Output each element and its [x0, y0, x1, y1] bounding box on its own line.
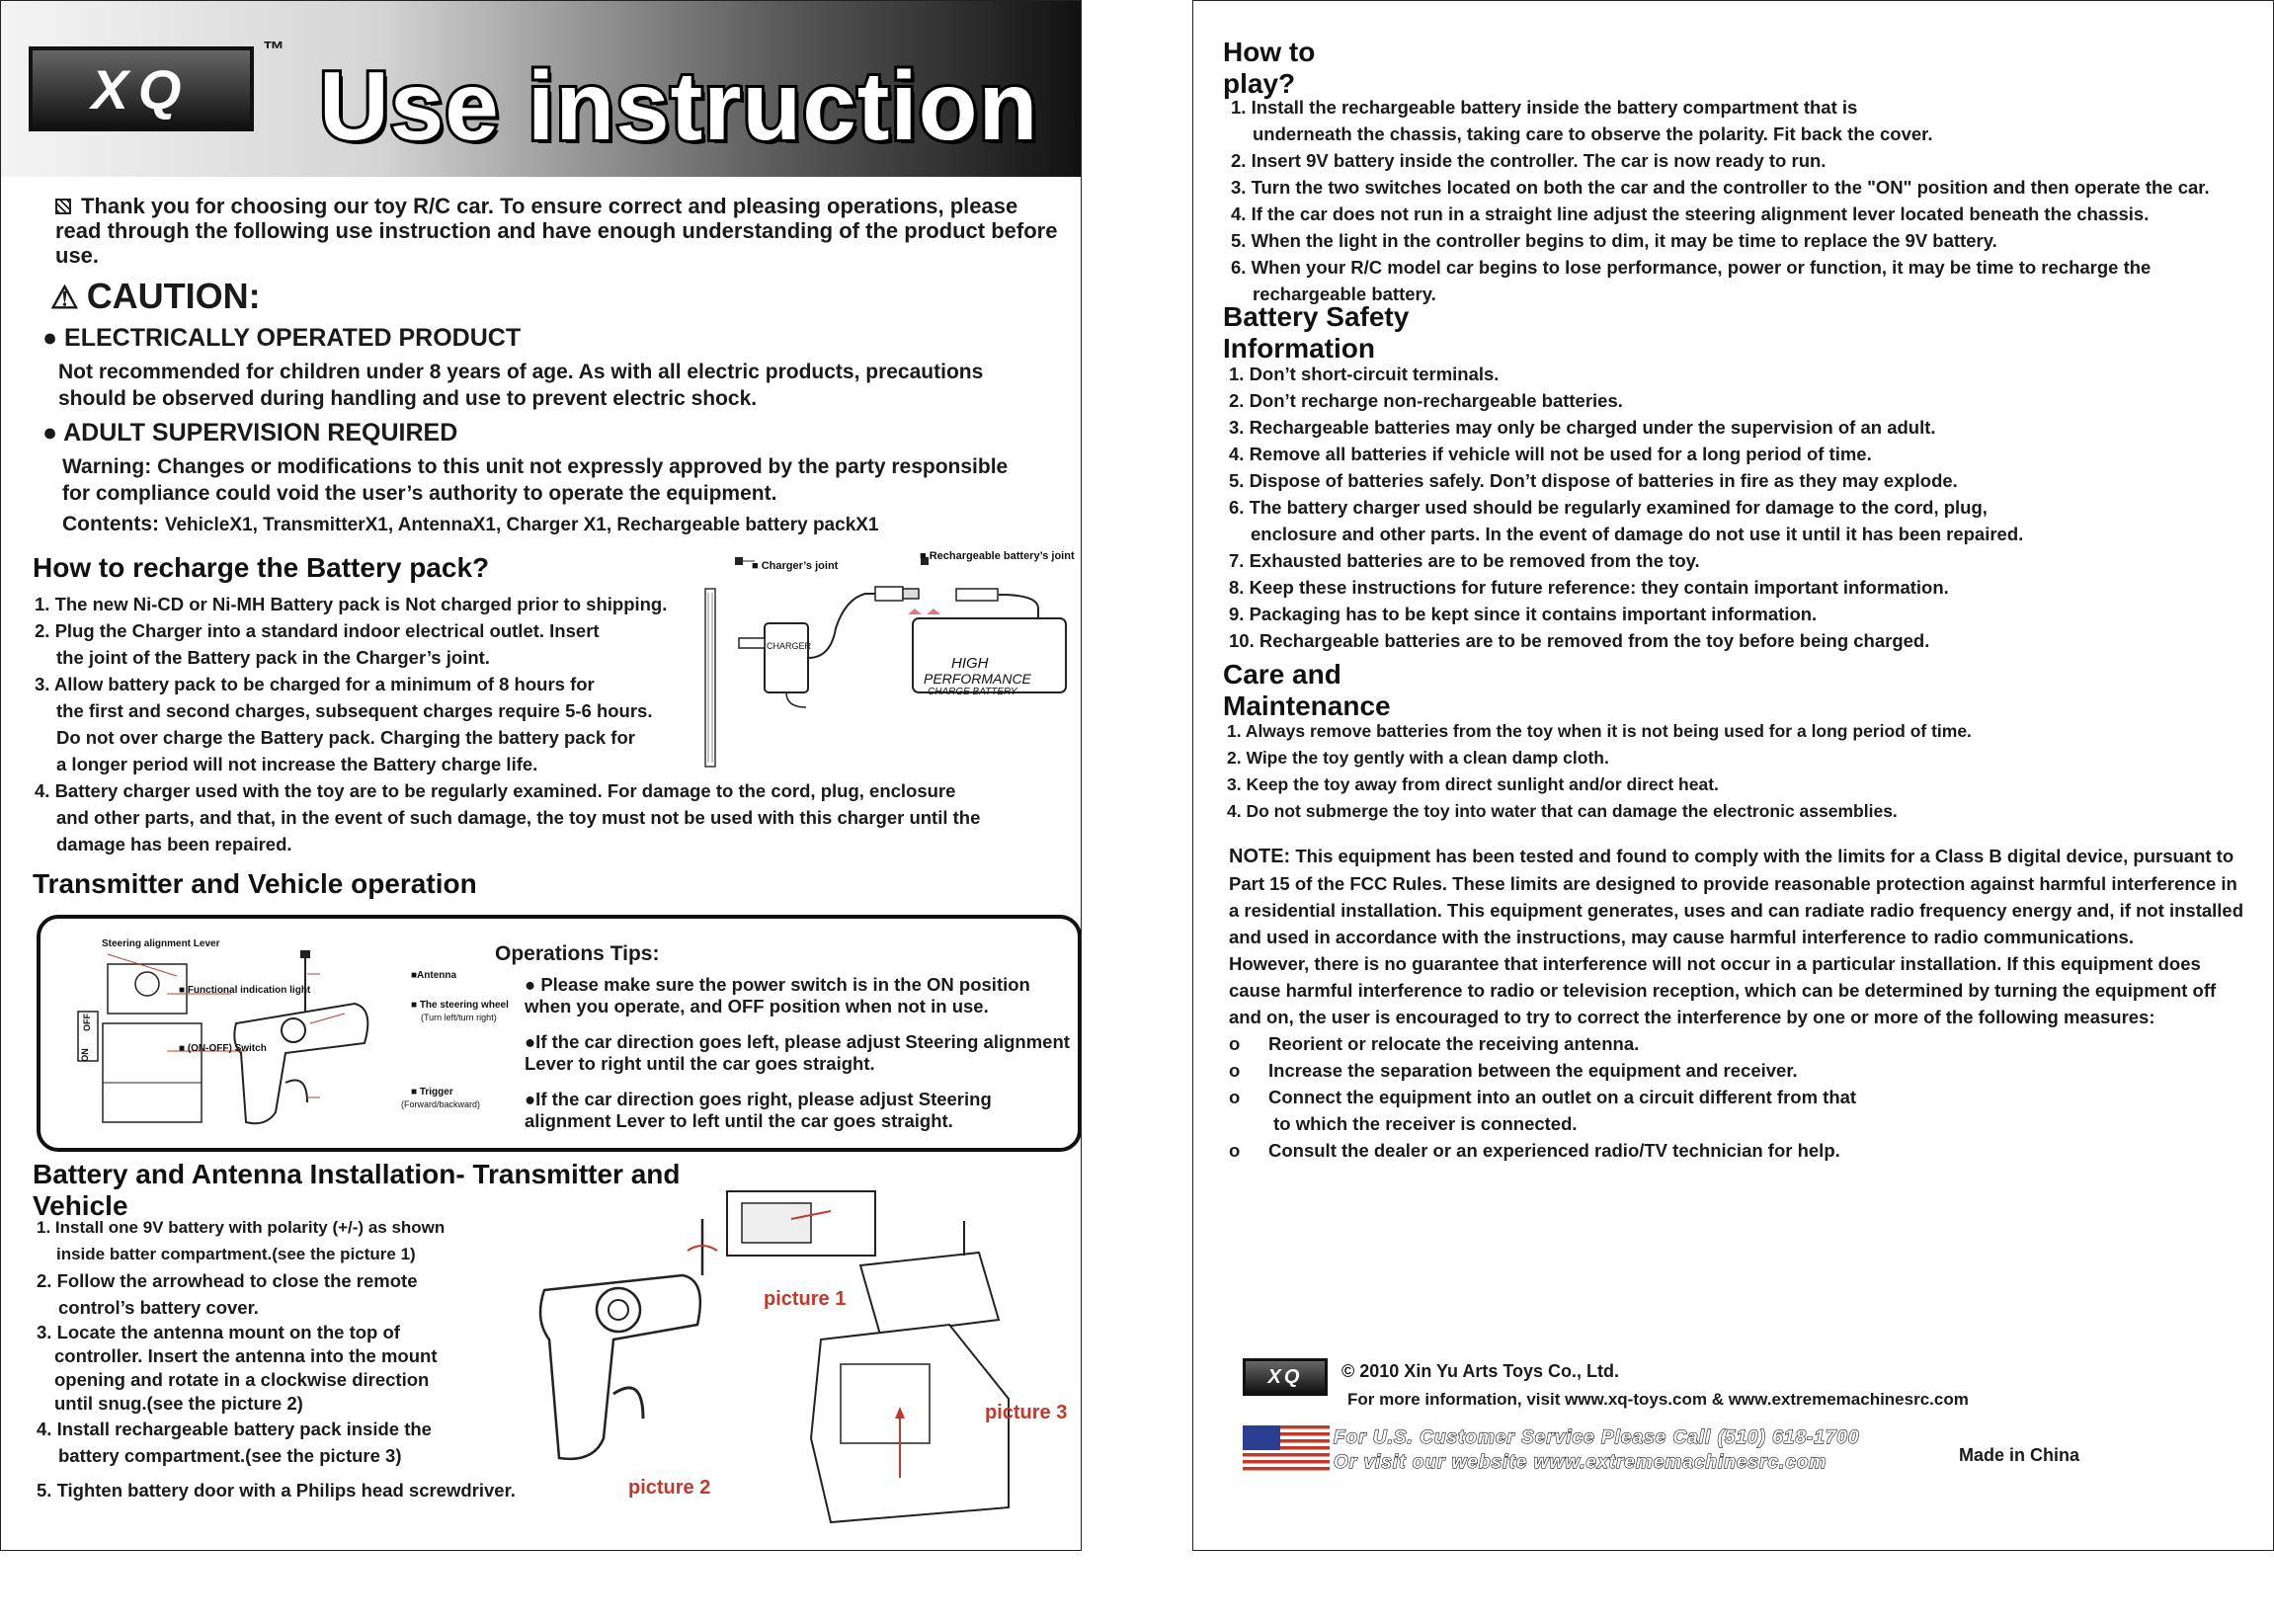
footer-xq-logo: XQ — [1243, 1358, 1328, 1396]
right-page — [1192, 0, 2274, 1551]
measure-item: o Reorient or relocate the receiving antenna. — [1229, 1033, 1640, 1054]
trigger-sub-label: (Forward/backward) — [401, 1099, 481, 1109]
list-item: 4. If the car does not run in a straight line adjust the steering alignment lever located beneath the chassis. — [1231, 203, 2150, 224]
charger-diagram — [697, 549, 1082, 771]
list-item: 1. Don’t short-circuit terminals. — [1229, 364, 1500, 384]
measure-item: o Connect the equipment into an outlet on a circuit different from that — [1229, 1087, 1857, 1107]
customer-service-line: For U.S. Customer Service Please Call (510) 618-1700 — [1334, 1427, 1860, 1448]
list-item: battery compartment.(see the picture 3) — [58, 1445, 402, 1466]
list-item: the first and second charges, subsequent charges require 5-6 hours. — [56, 700, 653, 721]
list-item: 6. When your R/C model car begins to lose performance, power or function, it may be time to recharge the — [1231, 257, 2152, 278]
transmitter-diagram — [48, 934, 503, 1142]
off-label: OFF — [82, 1014, 92, 1031]
trademark-symbol: ™ — [263, 37, 284, 61]
steering-wheel-sub-label: (Turn left/turn right) — [421, 1013, 497, 1022]
list-item: the joint of the Battery pack in the Charger’s joint. — [56, 647, 490, 668]
picture-3-label: picture 3 — [985, 1402, 1068, 1423]
list-item: 9. Packaging has to be kept since it contains important information. — [1229, 604, 1818, 624]
list-item: 1. Install one 9V battery with polarity (+/-) as shown — [37, 1218, 446, 1237]
list-item: 4. Install rechargeable battery pack inside the — [37, 1419, 432, 1439]
left-page — [0, 0, 1082, 1551]
made-in-china: Made in China — [1959, 1445, 2080, 1465]
operations-tips-list — [525, 974, 1078, 1146]
list-item: 2. Follow the arrowhead to close the remote — [37, 1270, 418, 1291]
operations-box — [37, 915, 1082, 1152]
list-item: and other parts, and that, in the event of such damage, the toy must not be used with this charger until the — [56, 807, 981, 828]
list-item: 3. Keep the toy away from direct sunlight and/or direct heat. — [1227, 774, 1719, 794]
measure-item: o Increase the separation between the equipment and receiver. — [1229, 1060, 1798, 1081]
list-item: 3. Locate the antenna mount on the top of — [37, 1322, 400, 1342]
list-item: Do not over charge the Battery pack. Charging the battery pack for — [56, 727, 635, 748]
list-item: controller. Insert the antenna into the mount — [54, 1345, 438, 1366]
note-paragraph-2: However, there is no guarantee that interference will not occur in a particular installation. If this equipment does cause harmful interference to radio or television reception, which can be determined by turning the equipment off and on, the user is encouraged to try to correct the interference by one or more of the following measures: — [1229, 953, 2217, 1027]
list-item: 2. Wipe the toy gently with a clean damp cloth. — [1227, 748, 1609, 768]
trigger-label: ■ Trigger — [411, 1087, 453, 1097]
list-item: 6. The battery charger used should be regularly examined for damage to the cord, plug, — [1229, 497, 1988, 518]
installation-list — [37, 1214, 570, 1503]
picture-2-label: picture 2 — [628, 1477, 711, 1499]
chargers-joint-label: ■ Charger’s joint — [752, 560, 839, 572]
list-item: until snug.(see the picture 2) — [54, 1393, 303, 1414]
contents-line: Contents: VehicleX1, TransmitterX1, AntennaX1, Charger X1, Rechargeable battery packX1 — [62, 513, 879, 535]
more-info-line: For more information, visit www.xq-toys.com & www.extrememachinesrc.com — [1347, 1390, 1969, 1409]
onoff-switch-label: ■ (ON-OFF) Switch — [179, 1043, 267, 1054]
warning-triangle-icon: ⚠ — [50, 280, 79, 315]
list-item: 2. Insert 9V battery inside the controller. The car is now ready to run. — [1231, 150, 1827, 171]
list-item: 3. Turn the two switches located on both the car and the controller to the "ON" position and then operate the car. — [1231, 177, 2210, 198]
recharge-section-title: How to recharge the Battery pack? — [23, 550, 615, 586]
note-paragraph-1: NOTE: This equipment has been tested and found to comply with the limits for a Class B digital device, pursuant to Part 15 of the FCC Rules. These limits are designed to provide reasonable protection against harmful interference in a residential installation. This equipment generates, uses and can radiate radio frequency energy and, if not installed and used in accordance with the instructions, may cause harmful interference to radio communications. — [1229, 846, 2244, 947]
us-flag-icon — [1243, 1425, 1330, 1471]
functional-light-label: ■ Functional indication light — [179, 985, 311, 996]
caution-heading: ⚠ CAUTION: — [50, 276, 261, 316]
list-item: underneath the chassis, taking care to observe the polarity. Fit back the cover. — [1253, 123, 1933, 144]
care-list — [1227, 718, 2264, 825]
howto-section-title: How to play? — [1213, 50, 1381, 86]
list-item: 10. Rechargeable batteries are to be removed from the toy before being charged. — [1229, 630, 1930, 651]
care-section-title: Care and Maintenance — [1213, 673, 1500, 708]
measure-item: o Consult the dealer or an experienced radio/TV technician for help. — [1229, 1140, 1840, 1161]
copyright-line: © 2010 Xin Yu Arts Toys Co., Ltd. — [1341, 1361, 1619, 1381]
list-item: ●If the car direction goes left, please adjust Steering alignment Lever to right until the car goes straight. — [525, 1031, 1070, 1074]
picture-1-label: picture 1 — [764, 1288, 847, 1310]
safety-list — [1229, 361, 2266, 654]
steering-lever-label: Steering alignment Lever — [102, 938, 220, 949]
list-item: 5. When the light in the controller begins to dim, it may be time to replace the 9V battery. — [1231, 230, 1997, 251]
transmitter-section-title: Transmitter and Vehicle operation — [23, 866, 615, 902]
battery-label-3: CHARGE BATTERY — [928, 687, 1017, 697]
list-item: 5. Dispose of batteries safely. Don’t dispose of batteries in fire as they may explode. — [1229, 470, 1958, 491]
charger-label: CHARGER — [767, 641, 812, 651]
list-item: a longer period will not increase the Battery charge life. — [56, 754, 538, 774]
steering-wheel-label: ■ The steering wheel — [411, 1000, 509, 1011]
xq-logo: XQ — [29, 46, 254, 131]
checkbox-icon — [55, 199, 71, 214]
installation-diagram — [534, 1181, 1078, 1547]
measure-item: to which the receiver is connected. — [1268, 1113, 1578, 1134]
header-banner — [1, 1, 1082, 177]
caution-item-1-text: Not recommended for children under 8 years of age. As with all electric products, precautions should be observed during handling and use to prevent electric shock. — [58, 361, 984, 410]
list-item: 4. Battery charger used with the toy are to be regularly examined. For damage to the cord, plug, enclosure — [35, 780, 956, 801]
list-item: enclosure and other parts. In the event of damage do not use it until it has been repaired. — [1251, 524, 2024, 544]
on-label: ON — [79, 1048, 90, 1062]
operations-tips-title: Operations Tips: — [495, 942, 660, 965]
contents-label: Contents: — [62, 513, 159, 535]
list-item: 2. Don’t recharge non-rechargeable batteries. — [1229, 390, 1623, 411]
safety-section-title: Battery Safety Information — [1213, 315, 1529, 351]
antenna-label: ■Antenna — [411, 970, 457, 981]
warning-text: Warning: Changes or modifications to this unit not expressly approved by the party responsible for compliance could void the user’s authority to operate the equipment. — [62, 455, 1009, 505]
list-item: 3. Allow battery pack to be charged for a minimum of 8 hours for — [35, 674, 595, 694]
caution-item-1-title: ● ELECTRICALLY OPERATED PRODUCT — [42, 324, 522, 352]
warning-label: Warning: — [62, 455, 152, 478]
list-item: ● Please make sure the power switch is in the ON position when you operate, and OFF position when not in use. — [525, 974, 1030, 1016]
list-item: ●If the car direction goes right, please adjust Steering alignment Lever to left until the car goes straight. — [525, 1089, 992, 1131]
list-item: rechargeable battery. — [1253, 284, 1436, 304]
battery-label-2: PERFORMANCE — [924, 671, 1031, 687]
intro-text: Thank you for choosing our toy R/C car. To ensure correct and pleasing operations, please read through the following use instruction and have enough understanding of the product before use. — [55, 194, 1058, 268]
list-item: 2. Plug the Charger into a standard indoor electrical outlet. Insert — [35, 620, 600, 641]
installation-section-title: Battery and Antenna Installation- Transmitter and Vehicle — [23, 1173, 754, 1208]
list-item: inside batter compartment.(see the picture 1) — [56, 1245, 416, 1263]
battery-joint-label: ■ Rechargeable battery’s joint — [920, 550, 1075, 562]
list-item: opening and rotate in a clockwise direction — [54, 1369, 430, 1390]
battery-label-1: HIGH — [951, 655, 989, 672]
list-item: 7. Exhausted batteries are to be removed from the toy. — [1229, 550, 1700, 571]
list-item: 3. Rechargeable batteries may only be charged under the supervision of an adult. — [1229, 417, 1936, 438]
list-item: 1. Always remove batteries from the toy when it is not being used for a long period of time. — [1227, 721, 1972, 741]
fcc-note — [1229, 843, 2246, 1164]
list-item: 1. Install the rechargeable battery inside the battery compartment that is — [1231, 97, 1858, 118]
list-item: damage has been repaired. — [56, 834, 292, 854]
note-label: NOTE: — [1229, 846, 1291, 867]
list-item: 8. Keep these instructions for future reference: they contain important information. — [1229, 577, 1949, 598]
page-title: Use instruction — [319, 51, 1039, 160]
list-item: 4. Do not submerge the toy into water that can damage the electronic assemblies. — [1227, 801, 1898, 821]
list-item: 4. Remove all batteries if vehicle will not be used for a long period of time. — [1229, 444, 1872, 464]
website-line: Or visit our website www.extrememachinesrc.com — [1334, 1452, 1827, 1473]
list-item: control’s battery cover. — [58, 1297, 259, 1318]
howto-list — [1231, 94, 2268, 307]
list-item: 5. Tighten battery door with a Philips head screwdriver. — [37, 1480, 516, 1501]
caution-item-2-title: ● ADULT SUPERVISION REQUIRED — [42, 419, 458, 447]
list-item: 1. The new Ni-CD or Ni-MH Battery pack is Not charged prior to shipping. — [35, 594, 668, 614]
